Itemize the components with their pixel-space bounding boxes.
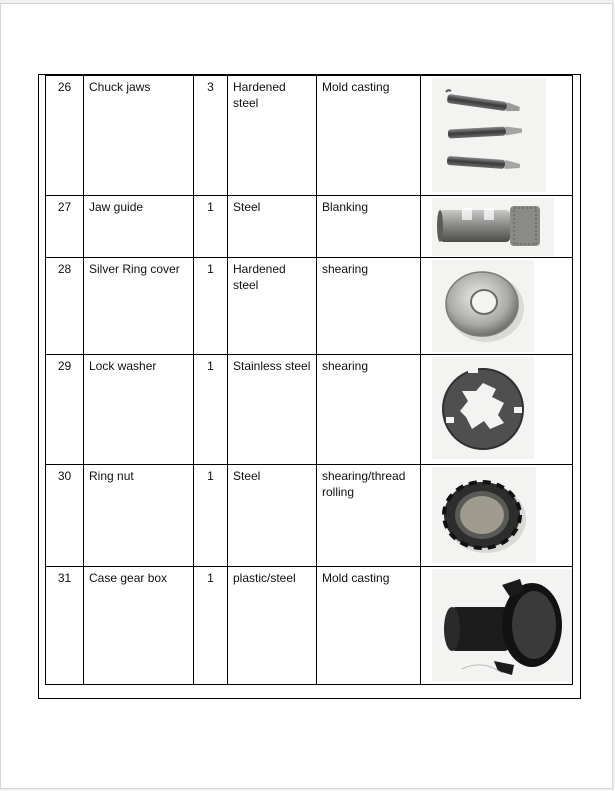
part-material: Steel <box>228 196 317 258</box>
part-name: Lock washer <box>84 355 194 465</box>
part-number: 29 <box>46 355 84 465</box>
part-image-cell <box>421 567 573 685</box>
part-material: Stainless steel <box>228 355 317 465</box>
part-process: shearing/thread rolling <box>317 465 421 567</box>
part-number: 30 <box>46 465 84 567</box>
part-material: plastic/steel <box>228 567 317 685</box>
part-image-cell <box>421 76 573 196</box>
part-material: Steel <box>228 465 317 567</box>
part-image-cell <box>421 465 573 567</box>
silver-ring-cover-photo <box>432 260 534 352</box>
part-image-cell <box>421 258 573 355</box>
table-row <box>46 196 573 258</box>
part-quantity: 3 <box>194 76 228 196</box>
part-name: Silver Ring cover <box>84 258 194 355</box>
part-name: Chuck jaws <box>84 76 194 196</box>
table-row <box>46 465 573 567</box>
part-process: Mold casting <box>317 76 421 196</box>
part-name: Ring nut <box>84 465 194 567</box>
part-number: 31 <box>46 567 84 685</box>
part-quantity: 1 <box>194 355 228 465</box>
jaw-guide-photo <box>432 198 554 256</box>
part-number: 26 <box>46 76 84 196</box>
table-row <box>46 258 573 355</box>
table-row <box>46 355 573 465</box>
table-row <box>46 567 573 685</box>
part-image-cell <box>421 196 573 258</box>
part-material: Hardened steel <box>228 258 317 355</box>
part-quantity: 1 <box>194 196 228 258</box>
lock-washer-photo <box>432 357 534 459</box>
case-gear-box-photo <box>432 569 572 681</box>
table-row <box>46 76 573 196</box>
part-process: shearing <box>317 355 421 465</box>
part-name: Case gear box <box>84 567 194 685</box>
parts-table <box>45 75 573 685</box>
part-image-cell <box>421 355 573 465</box>
part-quantity: 1 <box>194 465 228 567</box>
part-process: Blanking <box>317 196 421 258</box>
part-process: Mold casting <box>317 567 421 685</box>
part-number: 27 <box>46 196 84 258</box>
part-quantity: 1 <box>194 258 228 355</box>
part-process: shearing <box>317 258 421 355</box>
part-material: Hardened steel <box>228 76 317 196</box>
part-name: Jaw guide <box>84 196 194 258</box>
ring-nut-photo <box>432 467 536 563</box>
part-number: 28 <box>46 258 84 355</box>
chuck-jaws-photo <box>432 78 546 192</box>
part-quantity: 1 <box>194 567 228 685</box>
